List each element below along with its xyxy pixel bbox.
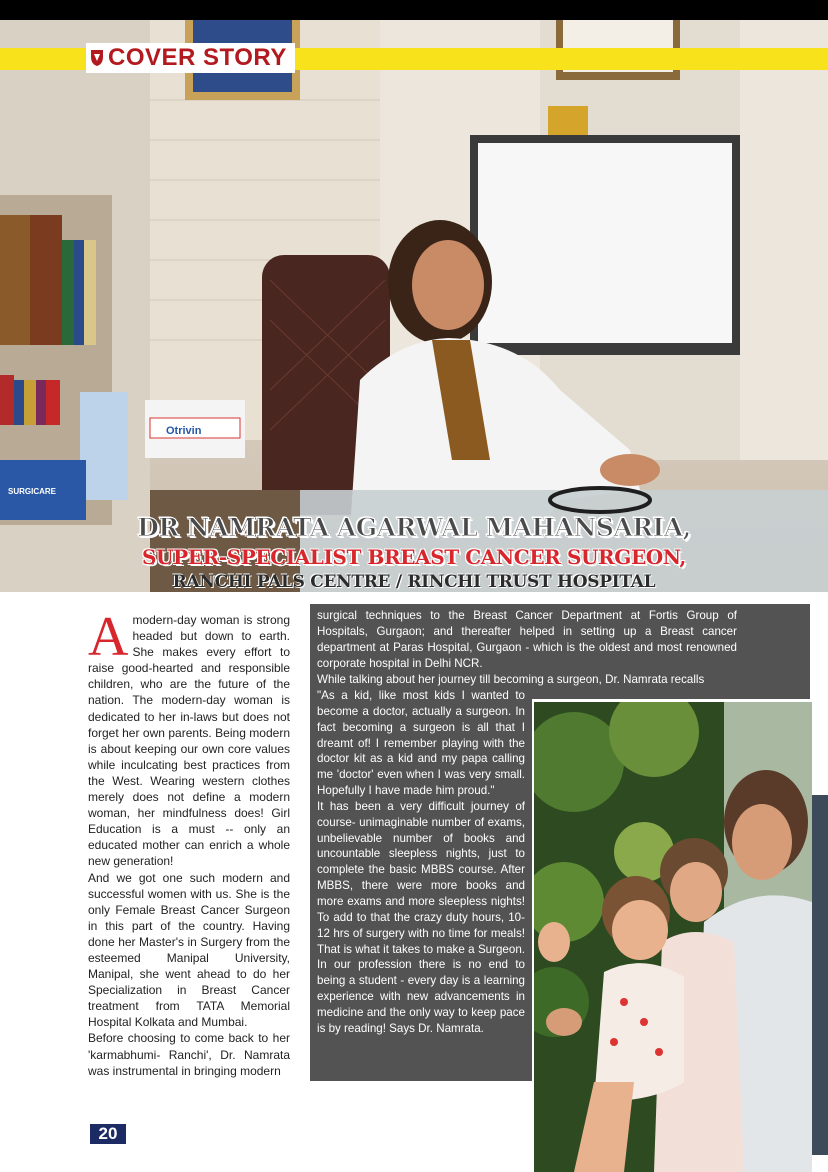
paragraph: Before choosing to come back to her 'karmabhumi- Ranchi', Dr. Namrata was instrumental in bringing modern xyxy=(88,1031,290,1078)
doctor-title: SUPER-SPECIALIST BREAST CANCER SURGEON, xyxy=(142,545,686,569)
paragraph: And we got one such modern and successful women with us. She is the only Female Breast Cancer Surgeon in this part of the country. Having done her Master's in Surgery from the esteemed Manipal University, Manipal, she went ahead to do her Specialization in Breast Cancer treatment from TATA Memorial Hospital Kolkata and Mumbai. xyxy=(88,870,290,1030)
family-illustration xyxy=(534,702,812,1172)
section-title: COVER STORY xyxy=(108,44,287,71)
article-column-1 xyxy=(88,606,290,1079)
otrivin-box-label: Otrivin xyxy=(166,425,202,437)
paragraph: "As a kid, like most kids I wanted to become a doctor, actually a surgeon. In fact becoming a surgeon is all that I dreamt of! I remember playing with the doctor kit as a kid and my papa calling me 'doctor' even when I was very small. Hopefully I have made him proud." xyxy=(317,689,525,798)
cover-story-label xyxy=(86,43,295,73)
article-box-text xyxy=(317,608,737,688)
paragraph: While talking about her journey till becoming a surgeon, Dr. Namrata recalls xyxy=(317,673,705,686)
drop-cap: A xyxy=(88,606,129,668)
page-number: 20 xyxy=(90,1124,126,1144)
article-column-2 xyxy=(317,688,525,1037)
surgicare-label: SURGICARE xyxy=(8,487,57,496)
family-photo xyxy=(534,702,812,1172)
headline-block xyxy=(0,512,828,594)
paragraph: modern-day woman is strong headed but down to earth. She makes every effort to raise good-hearted and responsible children, who are the future of the nation. The modern-day woman is dedicated to her in-laws but does not forget her own parents. Being modern is about keeping our own core values while inculcating best practices from the West. Wearing western clothes merely does not define a modern woman, her mindfulness does! Girl Education is a must -- only an educated mother can enrich a whole new generation! xyxy=(88,613,290,869)
top-black-bar xyxy=(0,0,828,20)
hero-photo xyxy=(0,20,828,592)
cover-story-logo-icon xyxy=(90,49,104,67)
doctor-name: DR NAMRATA AGARWAL MAHANSARIA, xyxy=(137,513,691,542)
paragraph: It has been a very difficult journey of course- unimaginable number of exams, unbelievable number of books and uncountable sleepless nights, just to complete the basic MBBS course. After MBBS, there were more books and more exams and more sleepless nights! To add to that the crazy duty hours, 10-12 hrs of surgery with no time for meals! That is what it takes to make a Surgeon. In our profession there is no end to being a student - every day is a learning experience with new advancements in medicine and the only way to keep pace is by reading! Says Dr. Namrata. xyxy=(317,799,525,1035)
hero-illustration xyxy=(0,20,828,592)
edge-photo-strip xyxy=(812,795,828,1155)
paragraph: surgical techniques to the Breast Cancer Department at Fortis Group of Hospitals, Gurgaon; and thereafter helped in setting up a Breast cancer department at Paras Hospital, Gurgaon - which is the oldest and most renowned corporate hospital in Delhi NCR. xyxy=(317,609,737,670)
doctor-affiliation: RANCHI PALS CENTRE / RINCHI TRUST HOSPITAL xyxy=(172,572,656,592)
